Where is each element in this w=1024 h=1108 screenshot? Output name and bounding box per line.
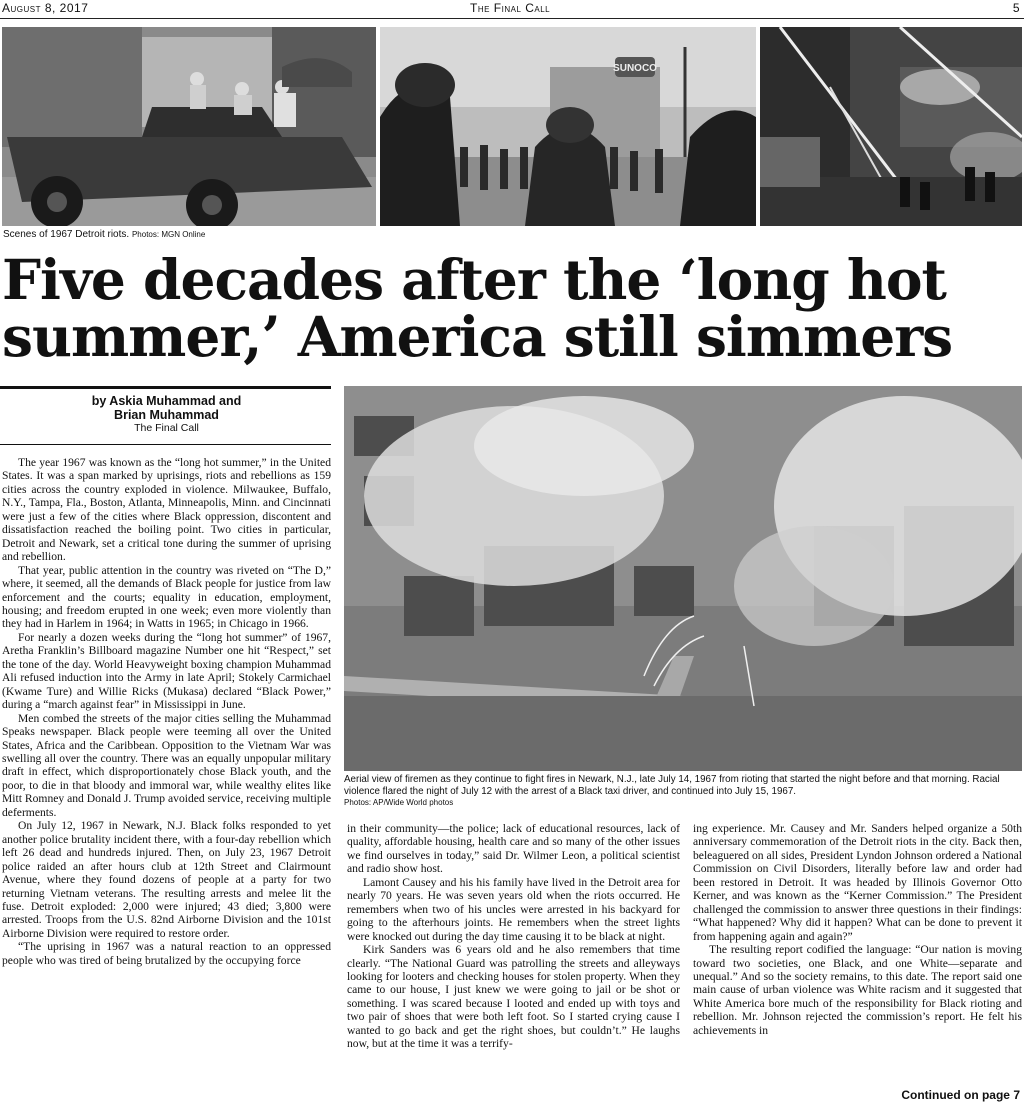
main-photo-caption bbox=[344, 774, 1022, 809]
paragraph: Kirk Sanders was 6 years old and he also remembers that time clearly. “The National Guard was patrolling the streets and alleyways looking for looters and checking houses for stolen property. When they came to our house, I just knew we were going to jail or be shot or something. I was scared because I looted and ended up with toys and two pair of shoes that were both left foot. So I started crying cause I wanted to go back and get the right shoes, but couldn’t.” He laughs now, but at the time it was a terrify- bbox=[347, 943, 680, 1051]
paragraph: On July 12, 1967 in Newark, N.J. Black folks responded to yet another police brutality incident there, with a four-day rebellion which left 26 dead and hundreds injured. Then, on July 23, 1967 Detroit police raided an after hours club at 12th Street and Clairmount Avenue, where they found dozens of people at a party for two returning Vietnam veterans. The resulting arrests and melee lit the fuse. Detroit exploded: 2,000 were injured; 43 died; 3,800 were arrested. Troops from the U.S. 82nd Airborne Division and the 101st Airborne Division were required to restore order. bbox=[2, 819, 331, 940]
issue-date: August 8, 2017 bbox=[2, 1, 89, 15]
byline bbox=[0, 394, 333, 435]
paragraph: ing experience. Mr. Causey and Mr. Sanders helped organize a 50th anniversary commemoration of the Detroit riots in the city. Back then, beleaguered on all sides, President Lyndon Johnson ordered a National Commission on Civil Disorders, literally before law and order had been restored in Detroit. It was headed by Illinois Governor Otto Kerner, and was known as the “Kerner Commission.” The President challenged the commission to answer three questions in their findings: “What happened? Why did it happen? What can be done to prevent it from happening again and again?” bbox=[693, 822, 1022, 943]
photo-firefighters bbox=[760, 27, 1022, 226]
paragraph: Men combed the streets of the major cities selling the Muhammad Speaks newspaper. Black people were teeming all over the United States, Africa and the Caribbean. Opposition to the Vietnam War was swelling all over the country. There was an equally unpopular military draft in effect, which disproportionately chose Black youth, and the poor, to die in that bloody and immoral war, while wealthy elites like Mitt Romney and Donald J. Trump avoided service, receiving multiple deferments. bbox=[2, 711, 331, 819]
paragraph: The year 1967 was known as the “long hot summer,” in the United States. It was a span marked by uprisings, riots and rebellions as 159 cities across the country exploded in violence. Milwaukee, Buffalo, N.Y., Tampa, Fla., Boston, Atlanta, Minneapolis, Minn. and Cincinnati were just a few of the cities where Black oppression, discontent and dissatisfaction reached the boiling point. Two cities in particular, Detroit and Newark, set a critical tone during the summer of uprising and rebellion. bbox=[2, 456, 331, 564]
paragraph: For nearly a dozen weeks during the “long hot summer” of 1967, Aretha Franklin’s Billboard magazine Number one hit “Respect,” set the tone of the day. World Heavyweight boxing champion Muhammad Ali refused induction into the Army in late April; Stokely Carmichael (Kwame Ture) and Willie Ricks (Mukasa) declared “Black Power,” during a “march against fear” in Mississippi in June. bbox=[2, 630, 331, 712]
paragraph: in their community—the police; lack of educational resources, lack of quality, affordable housing, health care and so many of the other issues we find ourselves in today,” said Dr. Wilmer Leon, a political scientist and radio show host. bbox=[347, 822, 680, 876]
author-org: The Final Call bbox=[134, 422, 199, 434]
main-photo-caption-text: Aerial view of firemen as they continue to fight fires in Newark, N.J., late July 14, 1967 from rioting that started the night before and that morning. Racial violence flared the night of July 12 with the arrest of a Black taxi driver, and continued into July 15, 1967. bbox=[344, 774, 1000, 797]
paragraph: The resulting report codified the language: “Our nation is moving toward two societies, one Black, and one White—separate and unequal.” And so the society remains, to this date. The report said one main cause of urban violence was White racism and it suggested that White America bore much of the responsibility for Black rioting and rebellion. Mr. Johnson rejected the commission’s report. He felt his achievements in bbox=[693, 943, 1022, 1037]
top-photos-caption-text: Scenes of 1967 Detroit riots. bbox=[3, 229, 130, 240]
main-photo-credit: Photos: AP/Wide World photos bbox=[344, 798, 454, 807]
byline-top-rule bbox=[0, 386, 331, 389]
publication-name: The Final Call bbox=[470, 1, 551, 15]
photo-soldiers-crowd bbox=[380, 27, 756, 226]
paragraph: Lamont Causey and his his family have lived in the Detroit area for nearly 70 years. He was seven years old when the riots occurred. He remembers when two of his uncles were arrested in his backyard for going to the afterhours joints. He remembers when the street lights were knocked out during the day time causing it to be black at night. bbox=[347, 875, 680, 943]
paragraph: That year, public attention in the country was riveted on “The D,” where, it seemed, all the demands of Black people for justice from law enforcement and the courts; equality in education, employment, housing; and freedom erupted in one week; even more violently than they had in Harlem in 1964; in Watts in 1965; in Chicago in 1966. bbox=[2, 563, 331, 631]
author-names: by Askia Muhammad and Brian Muhammad bbox=[91, 394, 242, 422]
article-column-3 bbox=[693, 822, 1022, 1086]
byline-bottom-rule bbox=[0, 444, 331, 445]
top-photos-caption bbox=[3, 229, 503, 241]
page-number: 5 bbox=[1012, 1, 1020, 15]
continued-jump-line[interactable]: Continued on page 7 bbox=[901, 1088, 1020, 1102]
sunoco-sign-text: SUNOCO bbox=[613, 63, 657, 74]
top-photos-credit: Photos: MGN Online bbox=[131, 230, 206, 239]
article-column-2 bbox=[347, 822, 680, 1106]
photo-newark-aerial bbox=[344, 386, 1022, 771]
paragraph: “The uprising in 1967 was a natural reaction to an oppressed people who was tired of being brutalized by the occupying force bbox=[2, 940, 331, 967]
article-column-1 bbox=[2, 456, 331, 1106]
photo-armored-vehicle bbox=[2, 27, 376, 226]
headline: Five decades after the ‘long hot summer,’ America still simmers bbox=[2, 247, 953, 369]
page-header bbox=[0, 0, 1024, 19]
